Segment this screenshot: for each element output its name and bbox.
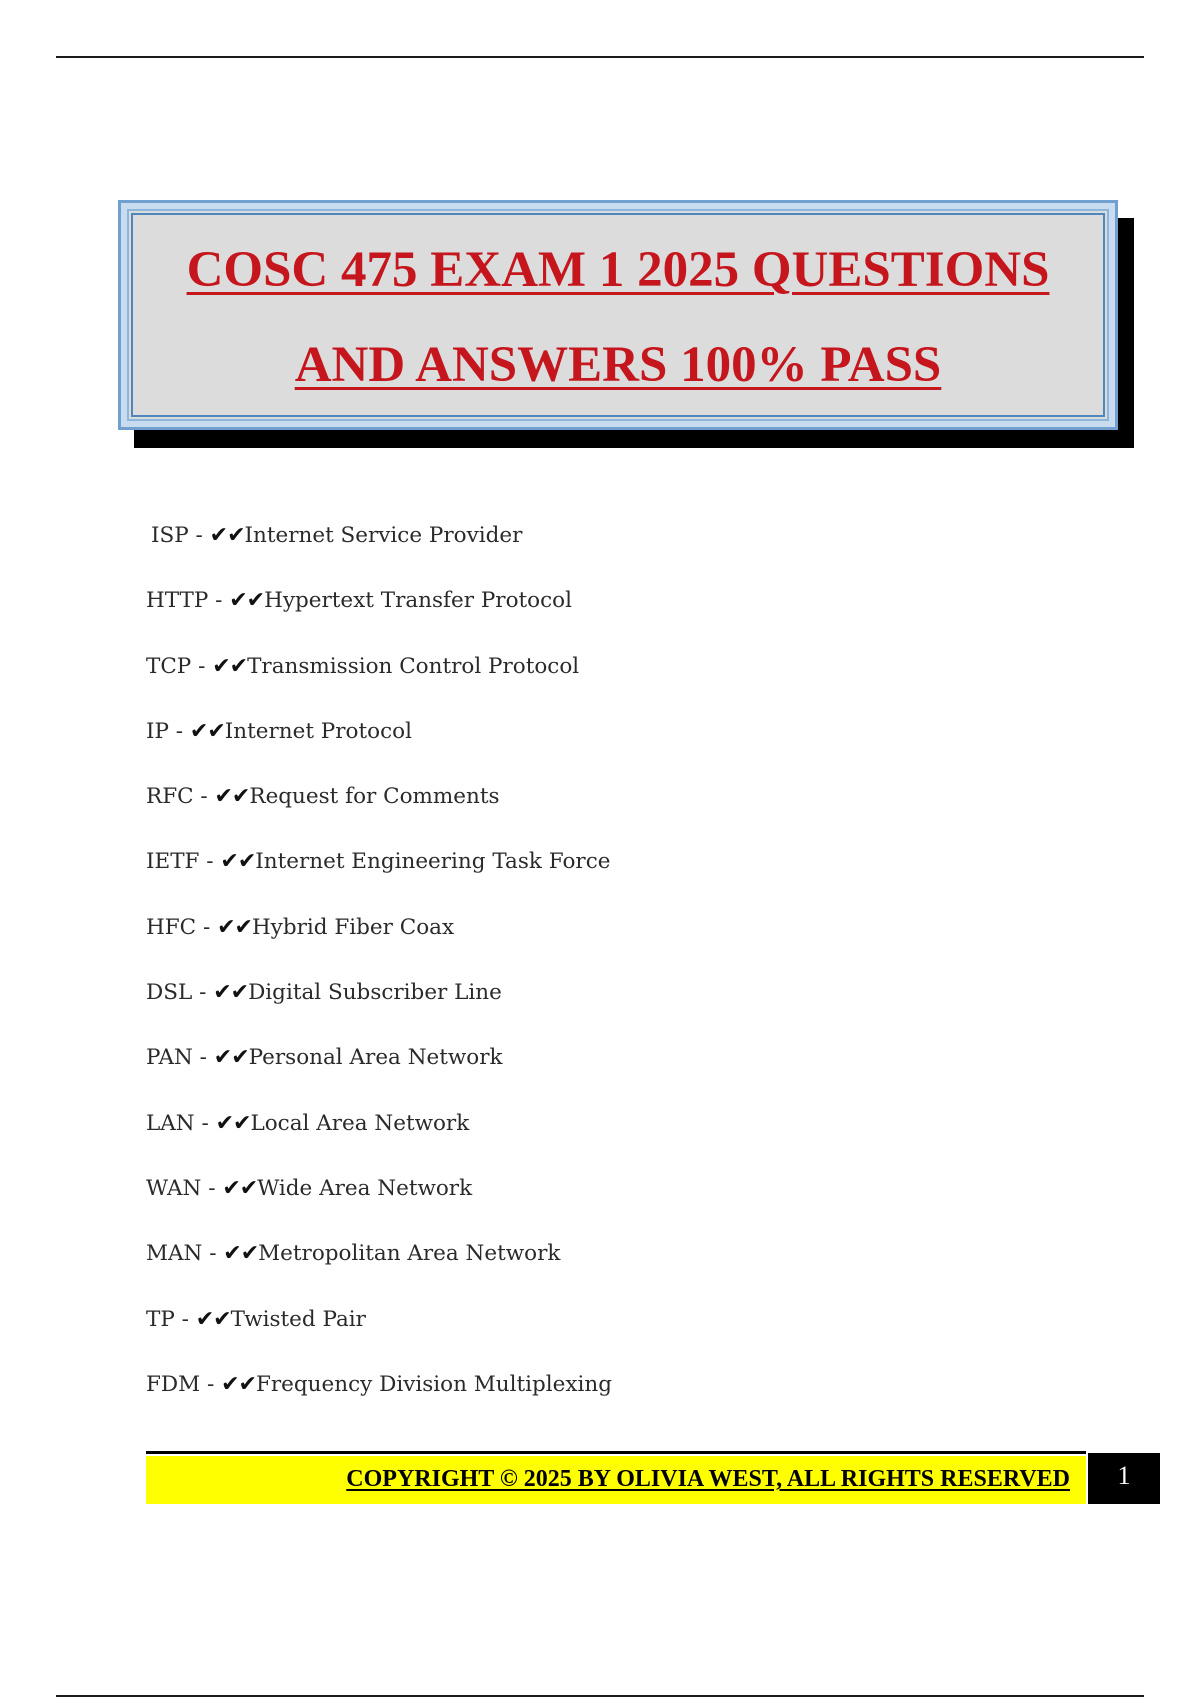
definition-separator: - [200, 1371, 222, 1397]
double-check-icon: ✔✔ [195, 1306, 231, 1332]
definition-answer: Hypertext Transfer Protocol [264, 588, 572, 614]
definition-answer: Internet Service Provider [244, 523, 523, 548]
footer-highlight-bar [146, 1456, 1086, 1504]
document-title [121, 223, 1115, 413]
definition-separator: - [188, 523, 210, 548]
title-line-1 [121, 223, 1115, 318]
definition-term: PAN [146, 1045, 193, 1071]
definition-separator: - [194, 1110, 216, 1136]
definition-item [146, 516, 612, 581]
definition-term: DSL [146, 980, 193, 1006]
definition-term: TCP [146, 653, 192, 679]
double-check-icon: ✔✔ [223, 1241, 259, 1267]
definition-item [146, 973, 612, 1038]
definition-separator: - [199, 849, 221, 875]
definition-term: TP [146, 1306, 175, 1332]
double-check-icon: ✔✔ [217, 914, 252, 940]
definition-term: HTTP [146, 588, 209, 614]
double-check-icon: ✔✔ [189, 718, 225, 744]
copyright-notice: COPYRIGHT © 2025 BY OLIVIA WEST, ALL RIGHTS RESERVED [346, 1466, 1070, 1492]
double-check-icon: ✔✔ [220, 849, 256, 875]
definition-term: LAN [146, 1110, 195, 1136]
definition-answer: Personal Area Network [248, 1045, 503, 1071]
definition-separator: - [174, 1306, 196, 1332]
definition-separator: - [192, 980, 214, 1006]
definition-term: IP [146, 718, 169, 744]
definition-answer: Metropolitan Area Network [258, 1241, 561, 1267]
definition-separator: - [191, 653, 213, 679]
double-check-icon: ✔✔ [209, 523, 245, 548]
double-check-icon: ✔✔ [214, 784, 250, 810]
double-check-icon: ✔✔ [229, 588, 265, 614]
definition-answer: Hybrid Fiber Coax [251, 914, 455, 940]
definition-term: HFC [146, 914, 197, 940]
definition-answer: Frequency Division Multiplexing [255, 1371, 613, 1397]
definition-answer: Transmission Control Protocol [247, 653, 580, 679]
top-rule [56, 56, 1144, 58]
definitions-list [146, 516, 612, 1430]
double-check-icon: ✔✔ [213, 980, 249, 1006]
definition-answer: Wide Area Network [257, 1175, 473, 1201]
definition-item [146, 712, 612, 777]
definition-term: FDM [146, 1371, 201, 1397]
definition-answer: Local Area Network [250, 1110, 470, 1136]
definition-separator: - [202, 1241, 224, 1267]
title-line-2-text: AND ANSWERS 100% PASS [294, 337, 942, 393]
double-check-icon: ✔✔ [213, 1045, 249, 1071]
definition-item [146, 581, 612, 646]
definition-item [146, 908, 612, 973]
title-line-2 [121, 318, 1115, 413]
definition-item [146, 1365, 612, 1430]
definition-term: ISP [151, 523, 189, 548]
title-box [118, 200, 1118, 430]
definition-answer: Digital Subscriber Line [248, 980, 502, 1006]
definition-separator: - [208, 588, 230, 614]
definition-answer: Twisted Pair [230, 1306, 366, 1332]
definition-item [146, 1169, 612, 1234]
definition-item [146, 1234, 612, 1299]
double-check-icon: ✔✔ [212, 653, 248, 679]
definition-item [146, 1104, 612, 1169]
definition-item [146, 647, 612, 712]
definition-separator: - [192, 1045, 214, 1071]
definition-item [146, 777, 612, 842]
definition-term: MAN [146, 1241, 203, 1267]
footer-rule [146, 1451, 1086, 1454]
definition-separator: - [168, 718, 190, 744]
double-check-icon: ✔✔ [215, 1110, 251, 1136]
definition-answer: Internet Protocol [224, 718, 412, 744]
definition-item [146, 1038, 612, 1103]
definition-separator: - [201, 1175, 223, 1201]
definition-separator: - [193, 784, 215, 810]
definition-separator: - [196, 914, 218, 940]
page-number: 1 [1088, 1453, 1160, 1504]
double-check-icon: ✔✔ [222, 1175, 258, 1201]
double-check-icon: ✔✔ [221, 1371, 256, 1397]
definition-answer: Internet Engineering Task Force [255, 849, 611, 875]
bottom-rule [56, 1695, 1144, 1697]
definition-term: RFC [146, 784, 194, 810]
definition-term: IETF [146, 849, 200, 875]
definition-term: WAN [146, 1175, 202, 1201]
definition-item [146, 1300, 612, 1365]
definition-item [146, 842, 612, 907]
definition-answer: Request for Comments [249, 784, 500, 810]
title-line-1-text: COSC 475 EXAM 1 2025 QUESTIONS [186, 242, 1050, 298]
